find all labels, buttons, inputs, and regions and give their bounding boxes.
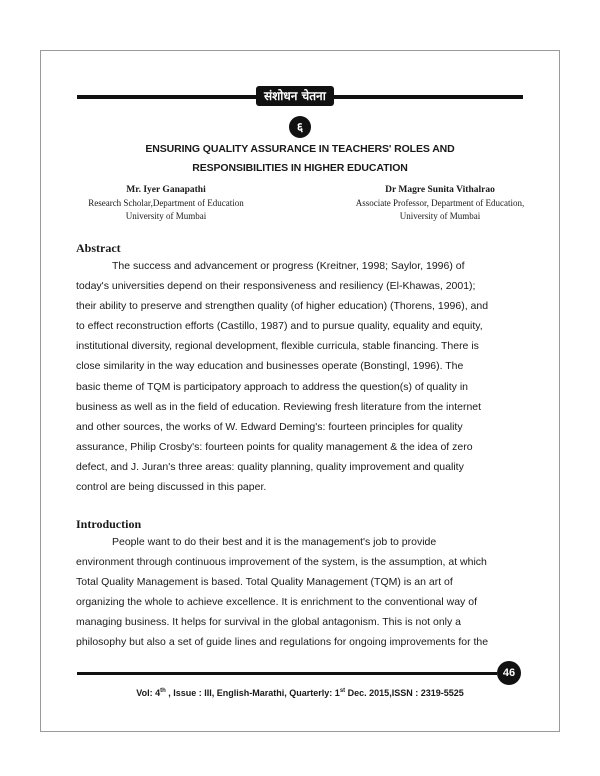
paper-title <box>80 140 520 178</box>
author-block <box>76 184 256 223</box>
author-block <box>345 184 535 223</box>
introduction-paragraph <box>76 532 524 653</box>
paragraph-line: Total Quality Management is based. Total Quality Management (TQM) is an art of <box>76 576 453 589</box>
paragraph-line: today's universities depend on their responsiveness and resiliency (El-Khawas, 2001); <box>76 280 476 293</box>
paragraph-line: and other sources, the works of W. Edward Deming's: fourteen principles for quality <box>76 420 463 433</box>
title-line: RESPONSIBILITIES IN HIGHER EDUCATION <box>192 162 408 174</box>
paragraph-line: The success and advancement or progress (Kreitner, 1998; Saylor, 1996) of <box>112 260 465 272</box>
footer-issn: Dec. 2015,ISSN : 2319-5525 <box>345 688 464 698</box>
paragraph-line: institutional diversity, regional development, flexible curricula, stable financing. There is <box>76 340 479 353</box>
paragraph-line: environment through continuous improvement of the system, is the assumption, at which <box>76 556 487 569</box>
footer-rule <box>77 672 497 675</box>
journal-footer <box>60 688 540 698</box>
paragraph-line: managing business. It helps for survival in the global antagonism. This is not only a <box>76 616 462 629</box>
paragraph-line: basic theme of TQM is participatory approach to address the question(s) of quality in <box>76 380 469 393</box>
author-name: Dr Magre Sunita Vithalrao <box>385 185 495 195</box>
paragraph-line: close similarity in the way education and businesses operate (Bonstingl, 1996). The <box>76 360 464 373</box>
paragraph-line: their ability to preserve and strengthen quality (of higher education) (Thorens, 1996), and <box>76 300 489 313</box>
paragraph-line: to effect reconstruction efforts (Castillo, 1987) and to pursue quality, equality and equity, <box>76 320 483 333</box>
paragraph-line: assurance, Philip Crosby's: fourteen points for quality management & the idea of zero <box>76 440 473 453</box>
title-line: ENSURING QUALITY ASSURANCE IN TEACHERS' ROLES AND <box>145 143 455 155</box>
page-number: 46 <box>497 661 521 685</box>
chapter-number-badge: ६ <box>289 116 311 138</box>
paragraph-line: philosophy but also a set of guide lines and regulations for ongoing improvements for the <box>76 636 489 649</box>
journal-masthead: संशोधन चेतना <box>256 86 334 106</box>
footer-sup: st <box>339 688 346 694</box>
paragraph-line: control are being discussed in this paper. <box>76 481 267 494</box>
author-affiliation: University of Mumbai <box>399 211 481 221</box>
introduction-section <box>76 516 524 653</box>
footer-sup: th <box>160 688 166 694</box>
author-role: Research Scholar,Department of Education <box>88 198 244 208</box>
paragraph-line: organizing the whole to achieve excellence. It is enrichment to the conventional way of <box>76 596 477 609</box>
abstract-section <box>76 240 524 497</box>
author-name: Mr. Iyer Ganapathi <box>126 185 206 195</box>
abstract-heading: Abstract <box>76 241 121 255</box>
introduction-heading: Introduction <box>76 517 142 531</box>
footer-issue: , Issue : III, English-Marathi, Quarterly: 1 <box>165 688 340 698</box>
author-affiliation: University of Mumbai <box>125 211 207 221</box>
author-role: Associate Professor, Department of Education, <box>355 198 525 208</box>
paragraph-line: business as well as in the field of education. Reviewing fresh literature from the internet <box>76 400 482 413</box>
paragraph-line: defect, and J. Juran's three areas: quality planning, quality improvement and quality <box>76 460 464 473</box>
footer-volume: Vol: 4 <box>136 688 161 698</box>
paragraph-line: People want to do their best and it is the management's job to provide <box>112 536 437 548</box>
abstract-paragraph <box>76 256 524 497</box>
